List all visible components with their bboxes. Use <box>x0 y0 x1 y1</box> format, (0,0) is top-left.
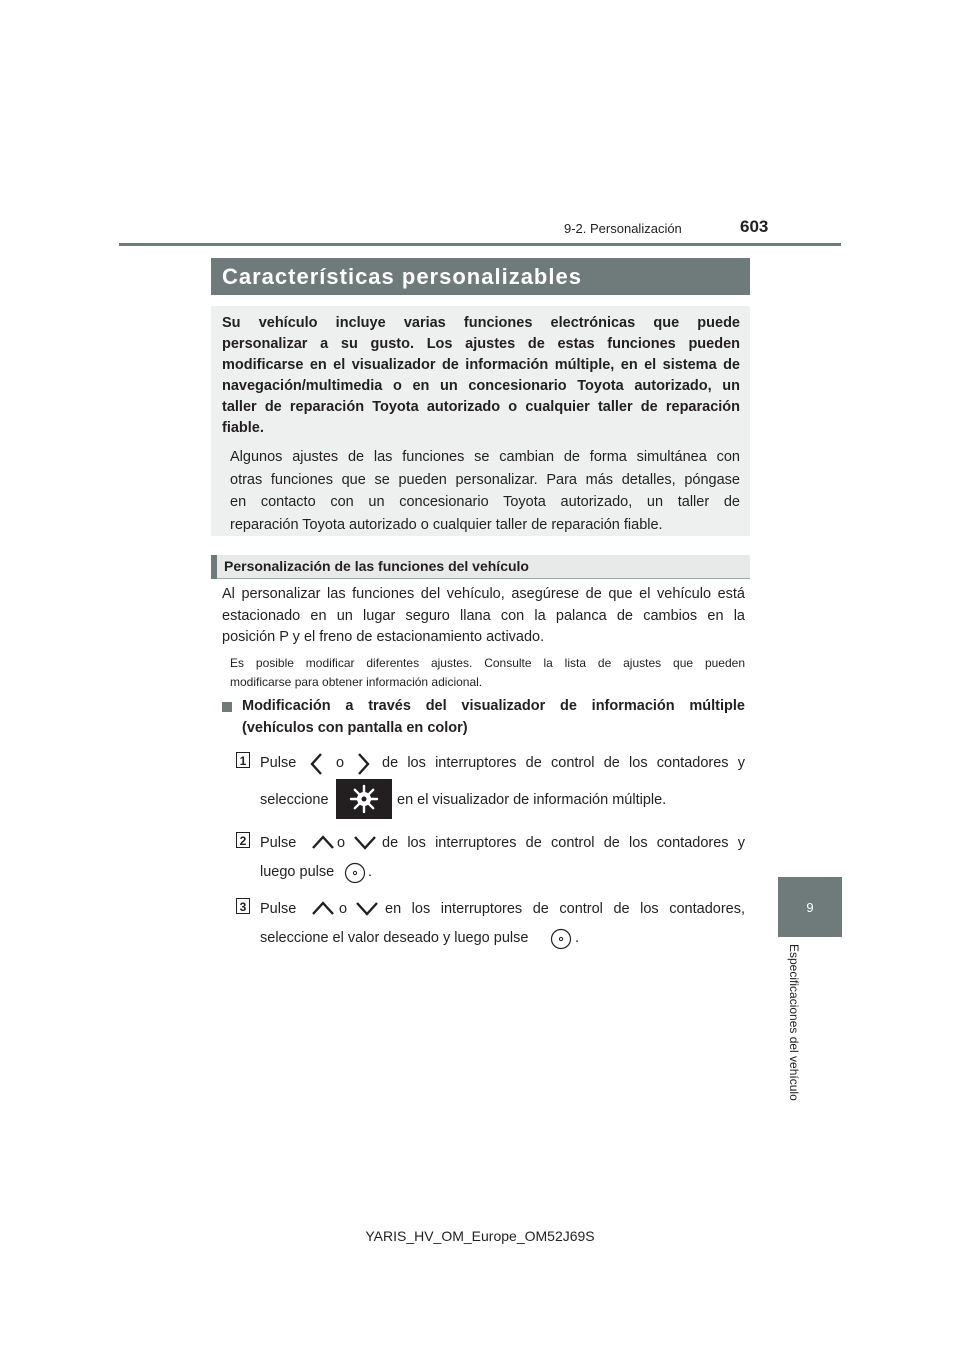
body-line: estacionado en un lugar seguro llana con la palanca de cambios en la <box>222 607 745 624</box>
step-text: Pulse <box>260 835 297 851</box>
step-text: en el visualizador de información múltiple. <box>397 792 667 808</box>
note-line: en contacto con un concesionario Toyota autorizado, un taller de <box>230 494 740 510</box>
info-line: modificarse para obtener información adicional. <box>230 675 483 689</box>
header-rule <box>119 243 841 246</box>
step-text: Pulse <box>260 901 297 917</box>
bullet-heading-line: (vehículos con pantalla en color) <box>242 719 468 736</box>
intro-line: Su vehículo incluye varias funciones electrónicas que puede <box>222 315 740 331</box>
chapter-tab <box>778 877 842 937</box>
up-arrow-icon <box>310 898 336 918</box>
info-note <box>230 654 745 692</box>
subsection-heading <box>211 555 750 579</box>
step-text: de los interruptores de control de los contadores y <box>382 755 745 771</box>
step-text: luego pulse <box>260 864 335 880</box>
step-text: en los interruptores de control de los contadores, <box>385 901 745 917</box>
page-number: 603 <box>740 217 769 236</box>
step-text: seleccione <box>260 792 329 808</box>
page-title: Características personalizables <box>211 258 750 295</box>
heading-marker <box>211 555 217 579</box>
intro-line: navegación/multimedia o en un concesionario Toyota autorizado, un <box>222 378 740 394</box>
bullet-square-icon <box>222 702 232 712</box>
ok-button-icon <box>343 862 367 884</box>
document-code: YARIS_HV_OM_Europe_OM52J69S <box>365 1228 595 1244</box>
down-arrow-icon <box>352 832 378 852</box>
ok-button-icon <box>549 928 573 950</box>
step-text: de los interruptores de control de los contadores y <box>382 835 745 851</box>
bullet-heading-line: Modificación a través del visualizador de información múltiple <box>242 698 745 714</box>
step-text: Pulse <box>260 755 297 771</box>
info-line: Es posible modificar diferentes ajustes. Consulte la lista de ajustes que pueden <box>230 656 745 670</box>
step-text: seleccione el valor deseado y luego pulse <box>260 930 529 946</box>
left-arrow-icon <box>307 751 327 777</box>
chapter-number: 9 <box>806 899 814 915</box>
chapter-side-label <box>787 944 807 1119</box>
section-title: 9-2. Personalización <box>564 221 682 236</box>
step-number: 2 <box>236 832 250 848</box>
intro-text <box>222 313 740 439</box>
note-line: Algunos ajustes de las funciones se cambian de forma simultánea con <box>230 449 740 465</box>
body-paragraph <box>222 584 745 649</box>
intro-line: taller de reparación Toyota autorizado o cualquier taller de reparación <box>222 399 740 415</box>
bullet-heading <box>222 696 745 739</box>
down-arrow-icon <box>354 898 380 918</box>
step-number: 1 <box>236 752 250 768</box>
step-number: 3 <box>236 898 250 914</box>
intro-line: modificarse en el visualizador de información múltiple, en el sistema de <box>222 357 740 373</box>
intro-note <box>230 446 740 536</box>
subsection-heading-text: Personalización de las funciones del vehículo <box>224 558 529 574</box>
up-arrow-icon <box>310 832 336 852</box>
chapter-label: Especificaciones del vehículo <box>787 944 801 1101</box>
note-line: reparación Toyota autorizado o cualquier taller de reparación fiable. <box>230 516 663 533</box>
note-line: otras funciones que se pueden personalizar. Para más detalles, póngase <box>230 471 740 488</box>
step-text: o <box>336 755 345 771</box>
body-line: posición P y el freno de estacionamiento activado. <box>222 629 545 645</box>
body-line: Al personalizar las funciones del vehículo, asegúrese de que el vehículo está <box>222 586 745 602</box>
step-text: . <box>575 930 580 946</box>
step-text: . <box>368 864 373 880</box>
settings-gear-icon <box>336 779 392 819</box>
intro-line: fiable. <box>222 420 264 436</box>
right-arrow-icon <box>353 751 373 777</box>
step-text: o <box>337 835 346 851</box>
step-text: o <box>339 901 348 917</box>
intro-line: personalizar a su gusto. Los ajustes de estas funciones pueden <box>222 336 740 352</box>
